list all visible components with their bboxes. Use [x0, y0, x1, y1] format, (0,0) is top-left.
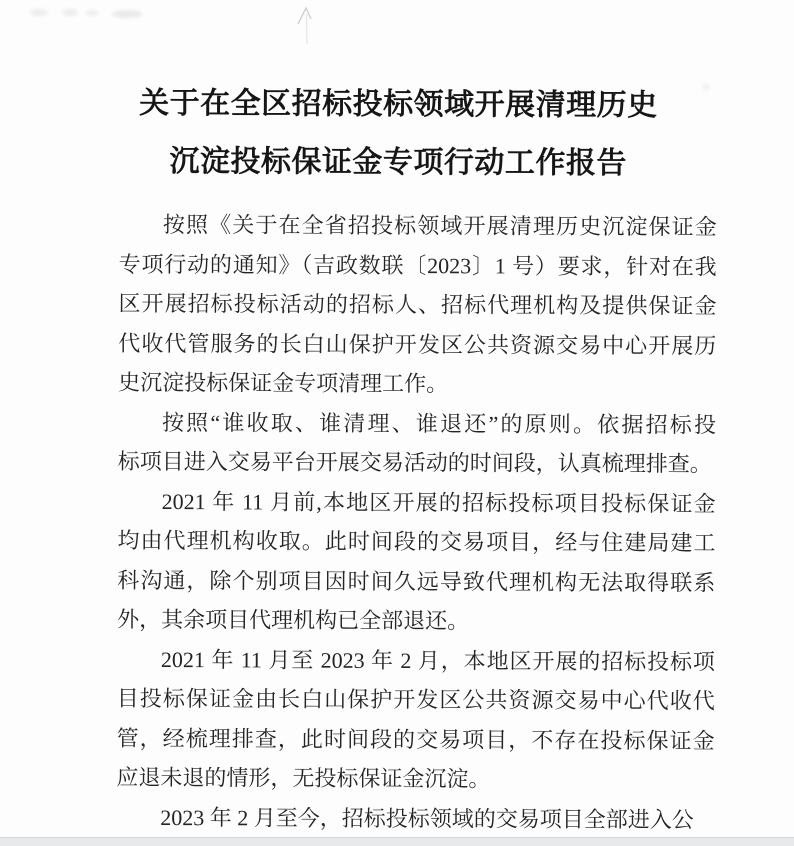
- body-line: 代收代管服务的长白山保护开发区公共资源交易中心开展历: [118, 330, 717, 358]
- body-line: 科沟通，除个别项目因时间久远导致代理机构无法取得联系: [117, 567, 716, 595]
- title-line-1: 关于在全区招标投标领域开展清理历史: [139, 86, 658, 123]
- body-line: 应退未退的情形，无投标保证金沉淀。: [116, 764, 491, 792]
- document-title: [1, 74, 794, 193]
- body-line: 管，经梳理排查，此时间段的交易项目，不存在投标保证金: [116, 725, 715, 753]
- paragraph: [116, 797, 714, 839]
- document-body: [116, 205, 717, 840]
- body-line: 目投标保证金由长白山保护开发区公共资源交易中心代收代: [116, 685, 715, 714]
- paragraph: [118, 402, 716, 484]
- paragraph: [118, 205, 717, 405]
- body-line: 2023 年 2 月至今，招标投标领域的交易项目全部进入公: [160, 804, 694, 832]
- paragraph: [117, 481, 716, 642]
- body-line: 按照“谁收取、谁清理、谁退还”的原则。依据招标投: [161, 409, 717, 437]
- body-line: 专项行动的通知》（吉政数联〔2023〕1 号）要求，针对在我: [118, 251, 717, 279]
- body-line: 标项目进入交易平台开展交易活动的时间段，认真梳理排查。: [117, 448, 712, 477]
- body-line: 区开展招标投标活动的招标人、招标代理机构及提供保证金: [118, 290, 717, 319]
- title-line-2: 沉淀投标保证金专项行动工作报告: [169, 145, 627, 181]
- body-line: 2021 年 11 月前,本地区开展的招标投标项目投标保证金: [161, 488, 716, 516]
- body-line: 按照《关于在全省招投标领域开展清理历史沉淀保证金: [162, 211, 717, 240]
- paragraph: [116, 639, 715, 800]
- body-line: 外，其余项目代理机构已全部退还。: [117, 606, 470, 634]
- body-line: 均由代理机构收取。此时间段的交易项目，经与住建局建工: [117, 527, 716, 556]
- body-line: 2021 年 11 月至 2023 年 2 月，本地区开展的招标投标项: [160, 646, 716, 674]
- body-line: 史沉淀投标保证金专项清理工作。: [118, 369, 449, 397]
- scan-edge-artifact: [0, 837, 794, 846]
